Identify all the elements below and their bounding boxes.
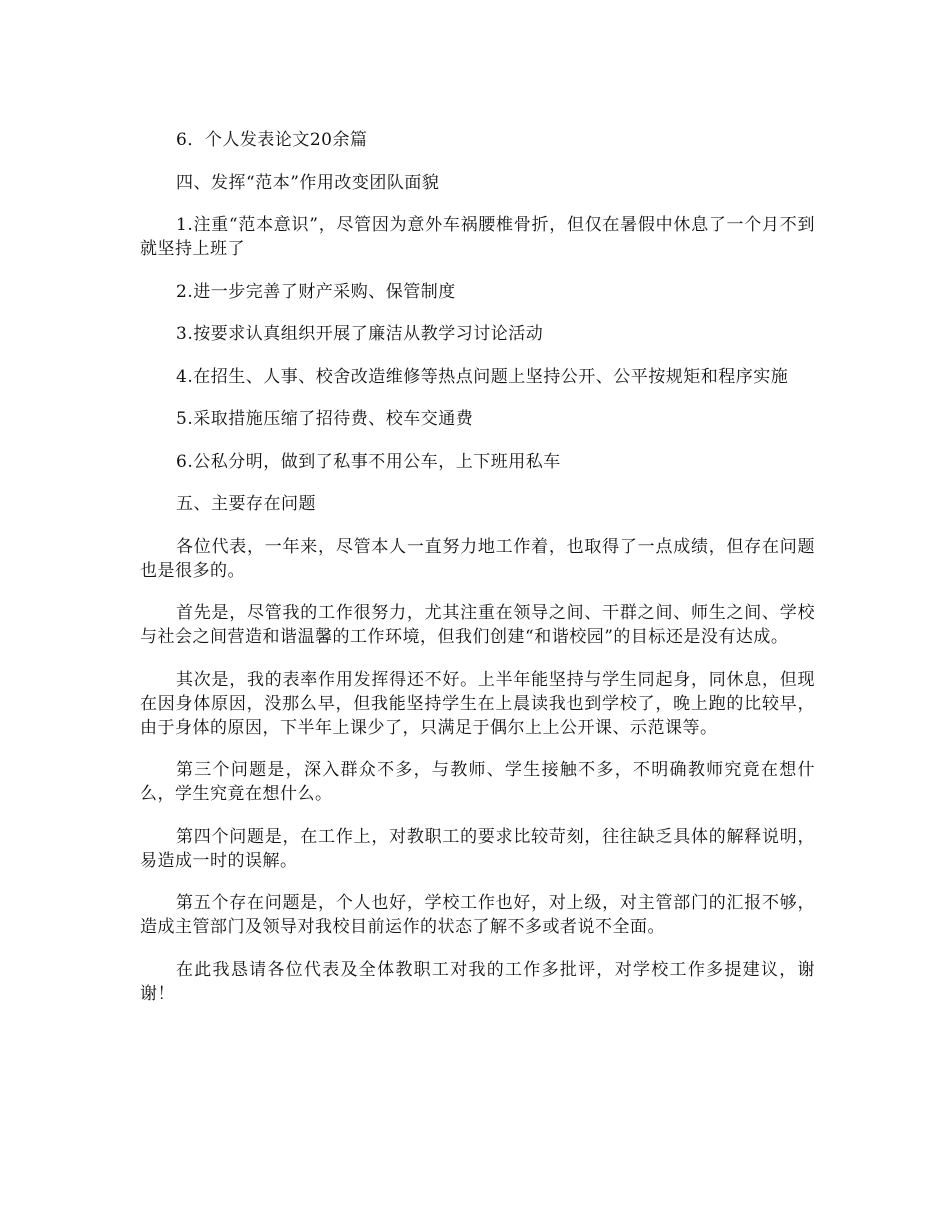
list-item: 4.在招生、人事、校舍改造维修等热点问题上坚持公开、公平按规矩和程序实施 <box>176 366 789 387</box>
body-paragraph: 各位代表，一年来，尽管本人一直努力地工作着，也取得了一点成绩，但存在问题也是很多的。 <box>140 536 815 581</box>
list-item: 5.采取措施压缩了招待费、校车交通费 <box>176 409 474 429</box>
body-paragraph: 其次是，我的表率作用发挥得还不好。上半年能坚持与学生同起身，同休息，但现在因身体原因，没那么早，但我能坚持学生在上晨读我也到学校了，晚上跑的比较早，由于身体的原因，下半年上课少了，只满足于偶尔上上公开课、示范课等。 <box>140 669 815 738</box>
section-heading-4: 四、发挥“范本”作用改变团队面貌 <box>176 172 440 193</box>
item-paper-count: 6．个人发表论文20余篇 <box>176 130 368 150</box>
body-paragraph: 第四个问题是，在工作上，对教职工的要求比较苛刻，往往缺乏具体的解释说明，易造成一时的误解。 <box>140 826 815 871</box>
closing-paragraph: 在此我恳请各位代表及全体教职工对我的工作多批评，对学校工作多提建议，谢谢！ <box>140 959 815 1004</box>
section-heading-5: 五、主要存在问题 <box>176 494 316 514</box>
list-item: 6.公私分明，做到了私事不用公车，上下班用私车 <box>176 451 561 472</box>
document-body <box>140 128 815 1024</box>
body-paragraph: 第三个问题是，深入群众不多，与教师、学生接触不多，不明确教师究竟在想什么，学生究竟在想什么。 <box>140 760 815 804</box>
list-item: 3.按要求认真组织开展了廉洁从教学习讨论活动 <box>176 324 544 344</box>
body-paragraph: 首先是，尽管我的工作很努力，尤其注重在领导之间、干群之间、师生之间、学校与社会之间营造和谐温馨的工作环境，但我们创建“和谐校园”的目标还是没有达成。 <box>140 603 815 647</box>
list-item: 2.进一步完善了财产采购、保管制度 <box>176 281 456 302</box>
body-paragraph: 第五个存在问题是，个人也好，学校工作也好，对上级，对主管部门的汇报不够，造成主管部门及领导对我校目前运作的状态了解不多或者说不全面。 <box>140 893 815 937</box>
list-item: 1.注重“范本意识”，尽管因为意外车祸腰椎骨折，但仅在暑假中休息了一个月不到就坚持上班了 <box>140 215 815 259</box>
